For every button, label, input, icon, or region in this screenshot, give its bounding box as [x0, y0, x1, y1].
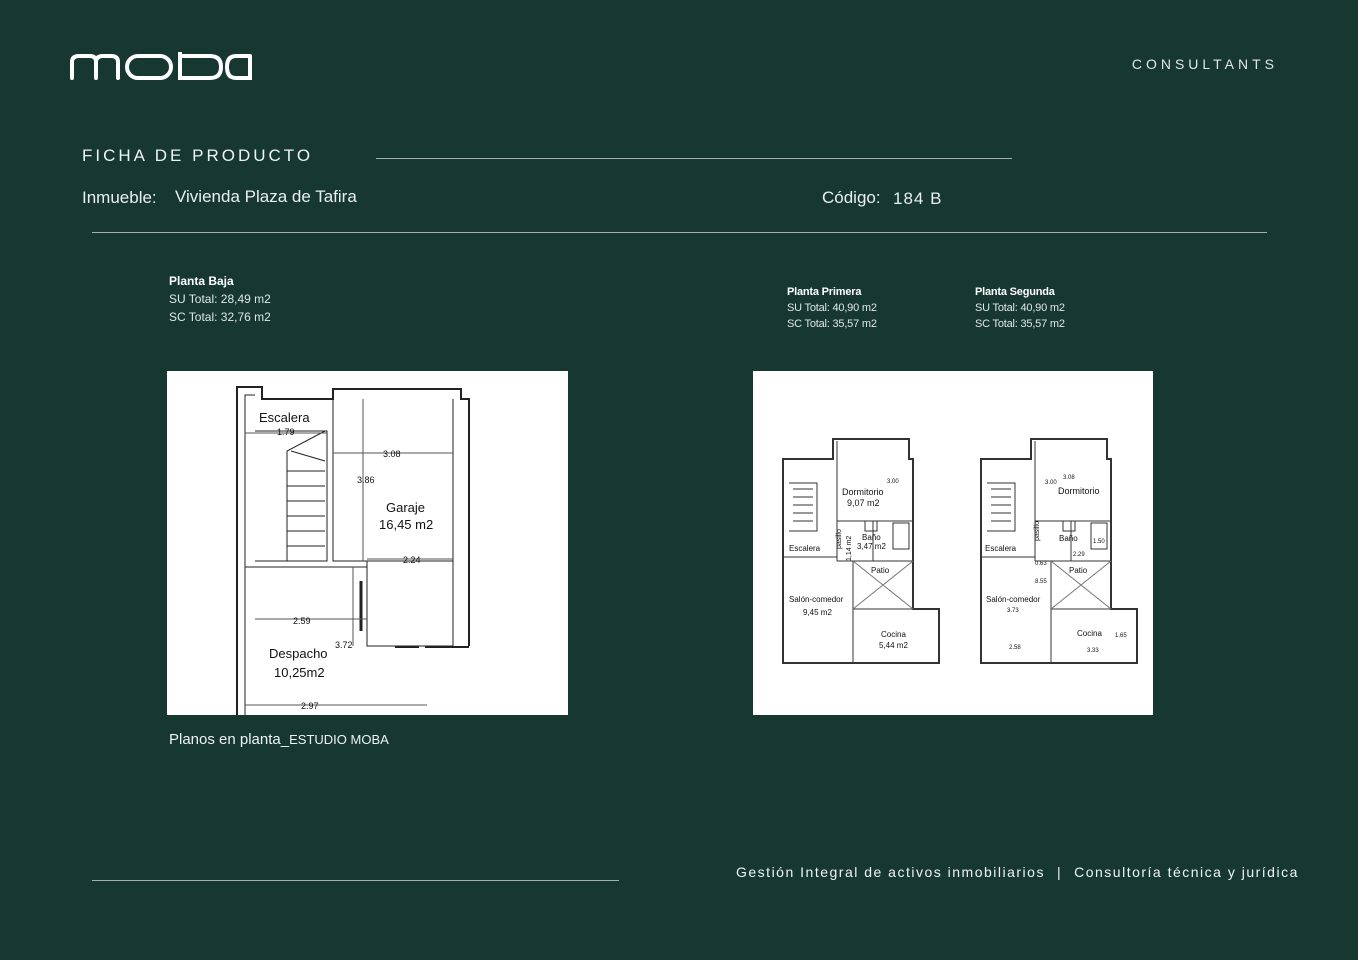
upper-floors-plan	[753, 371, 1153, 715]
f2-label-salon: Salón-comedor	[986, 595, 1041, 604]
dim-total-width: 2.97	[301, 701, 319, 711]
f1-label-bano-area: 3,47 m2	[857, 542, 886, 551]
code-label: Código:	[822, 188, 881, 207]
second-floor-sc: SC Total: 35,57 m2	[975, 318, 1065, 330]
caption-main: Planos en planta_	[169, 731, 290, 748]
caption-studio: ESTUDIO MOBA	[289, 732, 389, 747]
f1-label-salon: Salón-comedor	[789, 595, 844, 604]
f1-label-cocina: Cocina	[881, 630, 906, 639]
second-floor-stats	[975, 284, 1065, 332]
section-title: FICHA DE PRODUCTO	[82, 146, 314, 165]
first-floor-title: Planta Primera	[787, 286, 862, 298]
footer-left: Gestión Integral de activos inmobiliarios	[736, 864, 1045, 880]
second-floor-title: Planta Segunda	[975, 286, 1055, 298]
f2-label-cocina: Cocina	[1077, 629, 1102, 638]
dim-garaje-door: 2.24	[403, 555, 421, 565]
title-divider	[376, 158, 1012, 159]
label-despacho: Despacho	[269, 646, 328, 661]
f1-label-bano: Baño	[862, 533, 881, 542]
first-floor-su: SU Total: 40,90 m2	[787, 302, 877, 314]
label-despacho-area: 10,25m2	[274, 665, 325, 680]
f1-label-pasillo: pasillo	[836, 529, 843, 549]
first-floor-stats	[787, 284, 877, 332]
f2-dim-pasillo: 2.29	[1073, 552, 1085, 558]
f2-label-patio: Patio	[1069, 566, 1088, 575]
label-garaje: Garaje	[386, 500, 426, 515]
f2-dim-step: 0.63	[1035, 561, 1047, 567]
label-garaje-area: 16,45 m2	[379, 517, 434, 532]
f2-label-pasillo: pasillo	[1034, 521, 1041, 541]
dim-despacho-width: 2.59	[293, 616, 311, 626]
f1-label-cocina-area: 5,44 m2	[879, 641, 908, 650]
f1-label-escalera: Escalera	[789, 544, 821, 553]
f2-label-escalera: Escalera	[985, 544, 1017, 553]
f2-dim-top: 3.08	[1063, 475, 1075, 481]
property-value: Vivienda Plaza de Tafira	[175, 187, 357, 206]
footer-divider	[92, 880, 619, 881]
f2-dim-cocina: 1.65	[1115, 633, 1127, 639]
dim-garaje-width: 3.08	[383, 449, 401, 459]
moba-logo	[70, 52, 252, 80]
header-divider	[92, 232, 1267, 233]
dim-garaje-depth: 3.86	[357, 475, 375, 485]
label-escalera: Escalera	[259, 410, 310, 425]
ground-floor-su: SU Total: 28,49 m2	[169, 292, 271, 306]
f2-dim-bottom-right: 3.33	[1087, 648, 1099, 654]
second-floor-su: SU Total: 40,90 m2	[975, 302, 1065, 314]
footer-text	[736, 864, 1299, 880]
f1-label-dormitorio-area: 9,07 m2	[847, 498, 880, 508]
f2-dim-bano: 1.50	[1093, 539, 1105, 545]
f1-label-dormitorio: Dormitorio	[842, 487, 884, 497]
f2-dim-left: 3.00	[1045, 480, 1057, 486]
dim-despacho-depth: 3.72	[335, 640, 353, 650]
brand-tagline: CONSULTANTS	[1131, 56, 1278, 72]
ground-floor-title: Planta Baja	[169, 274, 234, 288]
f2-dim-salon: 3.73	[1007, 608, 1019, 614]
f1-dim-dormitorio: 3.00	[887, 479, 899, 485]
footer-right: Consultoría técnica y jurídica	[1074, 864, 1299, 880]
first-floor-sc: SC Total: 35,57 m2	[787, 318, 877, 330]
f2-dim-height: 8.55	[1035, 579, 1047, 585]
f1-label-patio: Patio	[871, 566, 890, 575]
f2-dim-bottom-left: 2.58	[1009, 645, 1021, 651]
ground-floor-plan	[167, 371, 568, 715]
f1-dim-pasillo: 1,14 m2	[846, 535, 853, 561]
code-value: 184 B	[893, 189, 943, 208]
f2-label-dormitorio: Dormitorio	[1058, 486, 1100, 496]
ground-floor-sc: SC Total: 32,76 m2	[169, 310, 271, 324]
property-label: Inmueble:	[82, 188, 157, 207]
footer-separator: |	[1056, 864, 1063, 880]
ground-floor-stats	[169, 272, 271, 326]
plans-caption	[169, 731, 389, 748]
dim-escalera: 1.79	[277, 427, 295, 437]
f2-label-bano: Baño	[1059, 534, 1078, 543]
f1-label-salon-area: 9,45 m2	[803, 608, 832, 617]
